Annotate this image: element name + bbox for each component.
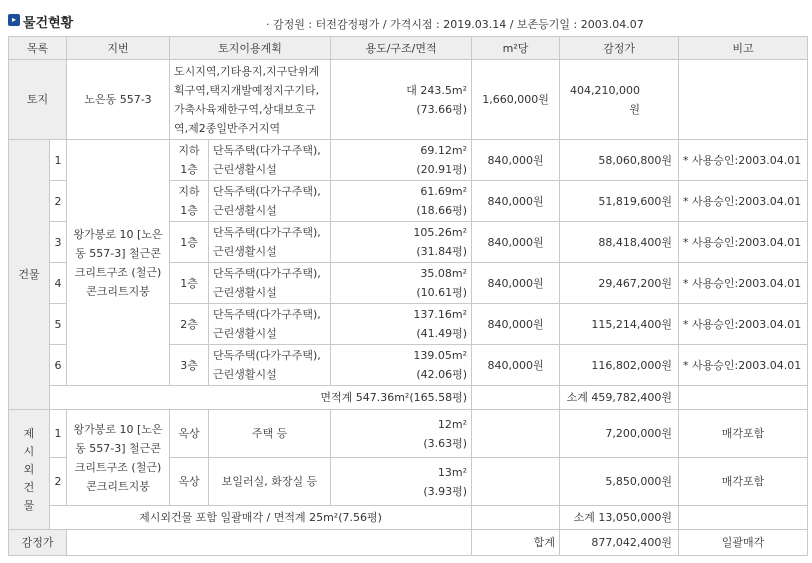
area-m2: 61.69m² [420, 185, 468, 198]
building-price: 88,418,400원 [560, 222, 679, 263]
building-no: 6 [50, 345, 67, 386]
building-no: 5 [50, 304, 67, 345]
building-use: 단독주택(다가구주택), 근린생활시설 [209, 345, 331, 386]
area-pyeong: (10.61평) [416, 286, 468, 299]
extra-price: 7,200,000원 [560, 410, 679, 458]
building-area [331, 140, 472, 181]
extra-use: 주택 등 [209, 410, 331, 458]
building-subtotal: 소계 459,782,400원 [560, 386, 679, 410]
header-appraisal: 감정가 [560, 37, 679, 60]
building-area [331, 222, 472, 263]
building-area [331, 345, 472, 386]
building-floor: 1층 [170, 263, 209, 304]
building-floor: 3층 [170, 345, 209, 386]
area-pyeong: (20.91평) [416, 163, 468, 176]
area-m2: 137.16m² [413, 308, 468, 321]
appraisal-total: 877,042,400원 [560, 530, 679, 556]
property-status-table [8, 36, 808, 556]
appraisal-meta: · 감정원 : 터전감정평가 / 가격시점 : 2019.03.14 / 보존등기일 : 2003.04.07 [266, 18, 644, 31]
building-unit-price: 840,000원 [472, 304, 560, 345]
header-use-area: 용도/구조/면적 [331, 37, 472, 60]
land-row [9, 60, 808, 140]
building-use: 단독주택(다가구주택), 근린생활시설 [209, 181, 331, 222]
building-note: * 사용승인:2003.04.01 [679, 304, 808, 345]
area-pyeong: (31.84평) [416, 245, 468, 258]
building-floor: 지하 1층 [170, 140, 209, 181]
bullet-icon: ▸ [8, 14, 20, 26]
area-pyeong: (3.93평) [423, 484, 468, 498]
building-row [9, 140, 808, 181]
header-note: 비고 [679, 37, 808, 60]
building-label: 건물 [9, 140, 50, 410]
land-plan: 도시지역,기타용지,지구단위계획구역,택지개발예정지구기타,가축사육제한구역,상대보호구역,제2종일반주거지역 [170, 60, 331, 140]
land-price: 404,210,000원 [560, 60, 679, 140]
land-area-pyeong: (73.66평) [416, 102, 468, 116]
building-area-total: 면적계 547.36m²(165.58평) [50, 386, 472, 410]
extra-summary-row [9, 506, 808, 530]
land-jibun: 노은동 557-3 [67, 60, 170, 140]
extra-area [331, 410, 472, 458]
land-unit-price: 1,660,000원 [472, 60, 560, 140]
extra-price: 5,850,000원 [560, 458, 679, 506]
area-pyeong: (41.49평) [416, 327, 468, 340]
header-jibun: 지번 [67, 37, 170, 60]
building-unit-price: 840,000원 [472, 222, 560, 263]
appraisal-total-row [9, 530, 808, 556]
area-m2: 35.08m² [420, 267, 468, 280]
building-floor: 1층 [170, 222, 209, 263]
area-pyeong: (18.66평) [416, 204, 468, 217]
building-address: 왕가봉로 10 [노은동 557-3] 철근콘크리트구조 (철근)콘크리트지붕 [67, 140, 170, 386]
building-use: 단독주택(다가구주택), 근린생활시설 [209, 304, 331, 345]
building-no: 3 [50, 222, 67, 263]
land-area [331, 60, 472, 140]
building-use: 단독주택(다가구주택), 근린생활시설 [209, 263, 331, 304]
extra-building-row [9, 410, 808, 458]
section-header [0, 0, 812, 34]
building-unit-price: 840,000원 [472, 263, 560, 304]
building-unit-price: 840,000원 [472, 345, 560, 386]
land-note [679, 60, 808, 140]
area-m2: 105.26m² [413, 226, 468, 239]
area-m2: 69.12m² [420, 144, 468, 157]
building-price: 115,214,400원 [560, 304, 679, 345]
area-m2: 139.05m² [413, 349, 468, 362]
building-floor: 지하 1층 [170, 181, 209, 222]
header-land-plan: 토지이용계획 [170, 37, 331, 60]
area-pyeong: (3.63평) [423, 436, 468, 450]
extra-area [331, 458, 472, 506]
extra-address: 왕가봉로 10 [노은동 557-3] 철근콘크리트구조 (철근)콘크리트지붕 [67, 410, 170, 506]
land-area-m2: 대 243.5m² [406, 83, 468, 97]
building-use: 단독주택(다가구주택), 근린생활시설 [209, 222, 331, 263]
building-use: 단독주택(다가구주택), 근린생활시설 [209, 140, 331, 181]
extra-floor: 옥상 [170, 410, 209, 458]
building-price: 58,060,800원 [560, 140, 679, 181]
building-note: * 사용승인:2003.04.01 [679, 181, 808, 222]
building-price: 51,819,600원 [560, 181, 679, 222]
extra-use: 보일러실, 화장실 등 [209, 458, 331, 506]
building-price: 29,467,200원 [560, 263, 679, 304]
extra-note: 매각포함 [679, 410, 808, 458]
building-area [331, 263, 472, 304]
land-label: 토지 [9, 60, 67, 140]
building-note: * 사용승인:2003.04.01 [679, 222, 808, 263]
section-title: 물건현황 [23, 16, 74, 31]
building-area [331, 181, 472, 222]
building-unit-price: 840,000원 [472, 181, 560, 222]
appraisal-sum-label: 합계 [472, 530, 560, 556]
building-unit-price: 840,000원 [472, 140, 560, 181]
extra-note: 매각포함 [679, 458, 808, 506]
building-no: 2 [50, 181, 67, 222]
building-summary-row [9, 386, 808, 410]
extra-no: 1 [50, 410, 67, 458]
area-m2: 12m² [437, 417, 468, 431]
header-row [9, 37, 808, 60]
extra-no: 2 [50, 458, 67, 506]
building-no: 1 [50, 140, 67, 181]
header-unit-price: m²당 [472, 37, 560, 60]
extra-floor: 옥상 [170, 458, 209, 506]
appraisal-label: 감정가 [9, 530, 67, 556]
building-price: 116,802,000원 [560, 345, 679, 386]
building-note: * 사용승인:2003.04.01 [679, 263, 808, 304]
building-note: * 사용승인:2003.04.01 [679, 345, 808, 386]
building-note: * 사용승인:2003.04.01 [679, 140, 808, 181]
extra-subtotal: 소계 13,050,000원 [560, 506, 679, 530]
area-m2: 13m² [437, 465, 468, 479]
building-no: 4 [50, 263, 67, 304]
extra-summary: 제시외건물 포함 일괄매각 / 면적계 25m²(7.56평) [50, 506, 472, 530]
area-pyeong: (42.06평) [416, 368, 468, 381]
building-floor: 2층 [170, 304, 209, 345]
building-area [331, 304, 472, 345]
extra-building-label: 제시외건물 [9, 410, 50, 530]
header-list: 목록 [9, 37, 67, 60]
appraisal-note: 일괄매각 [679, 530, 808, 556]
